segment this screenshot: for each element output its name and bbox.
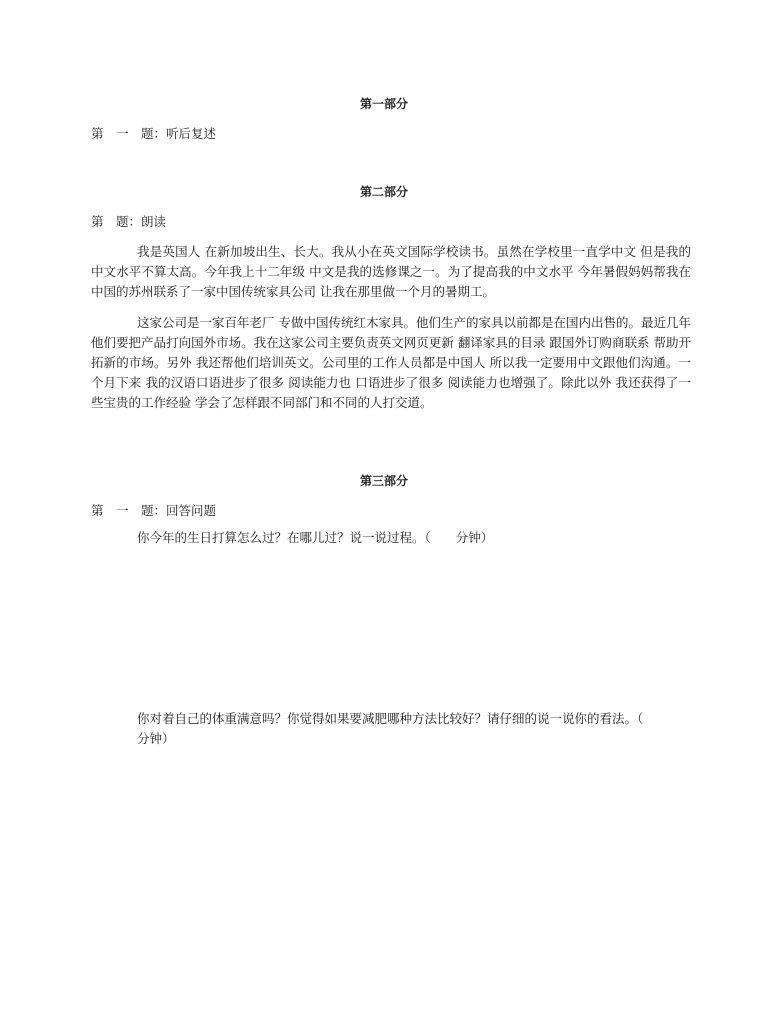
- part3-item1: 第 一 题：回答问题: [91, 503, 217, 518]
- part3-heading: 第三部分: [359, 474, 408, 488]
- part1-heading: 第一部分: [359, 97, 408, 111]
- question-2: 你对着自己的体重满意吗？你觉得如果要减肥哪种方法比较好？请仔细的说一说你的看法。（ 分钟）: [137, 711, 669, 746]
- part2-heading: 第二部分: [359, 185, 408, 199]
- part2-item1: 第 题：朗读: [91, 214, 167, 229]
- reading-paragraph-2: 这家公司是一家百年老厂 专做中国传统红木家具。他们生产的家具以前都是在国内出售的。最近几年 他们要把产品打向国外市场。我在这家公司主要负责英文网页更新 翻译家具的目录 跟国外订购商联系 帮助开拓新的市场。另外 我还帮他们培训英文。公司里的工作人员都是中国人 所以我一定要用中文跟他们沟通。一个月下来 我的汉语口语进步了很多 阅读能力也 口语进步了很多 阅读能力也增强了。除此以外 我还获得了一些宝贵的工作经验 学会了怎样跟不同部门和不同的人打交道。: [91, 315, 691, 410]
- question-1: 你今年的生日打算怎么过？在哪儿过？说一说过程。（ 分钟）: [137, 530, 494, 545]
- part1-item1: 第 一 题：听后复述: [91, 126, 217, 141]
- reading-paragraph-1: 我是英国人 在新加坡出生、长大。我从小在英文国际学校读书。虽然在学校里一直学中文 但是我的中文水平不算太高。今年我上十二年级 中文是我的选修课之一。为了提高我的中文水平 今年暑假妈妈帮我在中国的苏州联系了一家中国传统家具公司 让我在那里做一个月的暑期工。: [91, 244, 691, 299]
